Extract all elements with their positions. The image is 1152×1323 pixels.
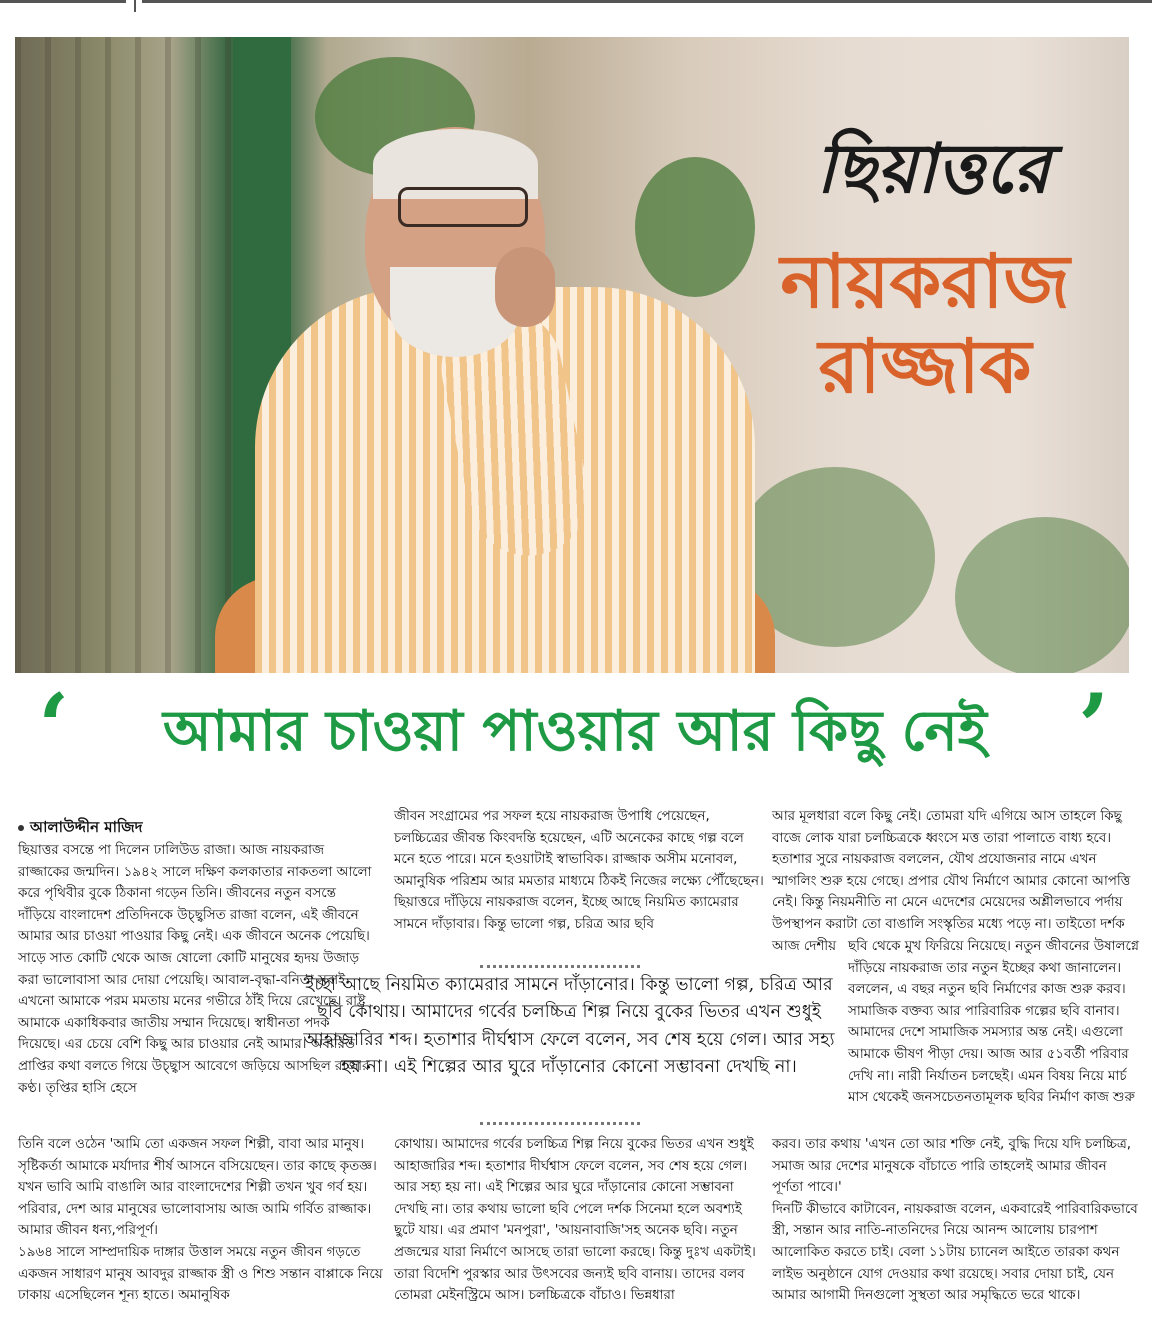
- article-paragraph: জীবন সংগ্রামের পর সফল হয়ে নায়করাজ উপাধি পেয়েছেন, চলচ্চিত্রের জীবন্ত কিংবদন্তি হয়েছেন, এটি অনেকের কাছে গল্প বলে মনে হতে পারে। মনে হওয়াটাই স্বাভাবিক। রাজ্জাক অসীম মনোবল, অমানুষিক পরিশ্রম আর মমতার মাধ্যমে ঠিকই নিজের লক্ষ্যে পৌঁছেছেন।: [394, 809, 764, 889]
- article-paragraph: দিনটি কীভাবে কাটাবেন, নায়করাজ বলেন, একবারেই পারিবারিকভাবে স্ত্রী, সন্তান আর নাতি-নাতনিদের নিয়ে আনন্দ আলোয় চারপাশ আলোকিত করতে চাই। বেলা ১১টায় চ্যানেল আইতে তারকা কথন লাইভ অনুষ্ঠানে যোগ দেওয়ার কথা রয়েছে। সবার দোয়া চাই, যেন আমার আগামী দিনগুলো সুস্থতা আর সমৃদ্ধিতে ভরে থাকে।: [772, 1201, 1138, 1304]
- column-3-bottom: [772, 1134, 1140, 1307]
- quote-text: আমার চাওয়া পাওয়ার আর কিছু নেই: [163, 699, 987, 764]
- pull-quote: [298, 972, 840, 1082]
- photo-foliage: [955, 517, 1129, 673]
- bullet-icon: [18, 825, 24, 831]
- photo-person-glasses: [398, 187, 528, 227]
- close-quote-mark: ’: [1078, 674, 1110, 780]
- article-paragraph: ছবি থেকে মুখ ফিরিয়ে নিয়েছে। নতুন জীবনের উষালগ্নে দাঁড়িয়ে নায়করাজ তার নতুন ইচ্ছের কথা জানালেন। বললেন, এ বছর নতুন ছবি নির্মাণের কাজ শুরু করব। সামাজিক বক্তব্য আর পারিবারিক গল্পের ছবি বানাব। আমাদের দেশে সামাজিক সমস্যার অন্ত নেই। এগুলো আমাকে ভীষণ পীড়া দেয়। আজ আর ৫১বর্তী পরিবার দেখি না। নারী নির্যাতন চলছেই। এমন বিষয় নিয়ে মার্চ মাস থেকেই জনসচেতনতামূলক ছবির নির্মাণ কাজ শুরু: [848, 939, 1139, 1106]
- headline-line3: রাজ্জাক: [818, 324, 1032, 411]
- pullquote-rule-bottom: [480, 1122, 640, 1125]
- column-2-bottom: [394, 1134, 764, 1307]
- top-rule-right: [142, 0, 1152, 3]
- article-paragraph: ছিয়াত্তর বসন্তে পা দিলেন ঢালিউড রাজা। আজ নায়করাজ রাজ্জাকের জন্মদিন। ১৯৪২ সালে দক্ষিণ কলকাতার নাকতলা আলো করে পৃথিবীর বুকে ঠিকানা গড়েন তিনি। জীবনের নতুন বসন্তে দাঁড়িয়ে বাংলাদেশ প্রতিদিনকে উচ্ছ্বসিত রাজা বলেন, এই জীবনে আমার আর চাওয়া পাওয়ার কিছু নেই। এক জীবনে অনেক পেয়েছি। সাড়ে সাত কোটি থেকে আজ ষোলো কোটি মানুষের হৃদয় উজাড় করা ভালোবাসা আর দোয়া পেয়েছি। আবাল-বৃদ্ধা-বনিতা সবাই এখনো আমাকে পরম মমতায় মনের গভীরে ঠাঁই দিয়ে রেখেছে। রাষ্ট্র আমাকে একাধিকবার জাতীয় সম্মান দিয়েছে। স্বাধীনতা পদক দিয়েছে। এর চেয়ে বেশি কিছু আর চাওয়ার নেই আমার। অবারিত প্রাপ্তির কথা বলতে গিয়ে উচ্ছ্বাস আবেগে জড়িয়ে আসছিল রাজার কণ্ঠ। তৃপ্তির হাসি হেসে: [18, 843, 372, 1096]
- column-2-top: [394, 806, 764, 936]
- article-paragraph: কোথায়। আমাদের গর্বের চলচ্চিত্র শিল্প নিয়ে বুকের ভিতর এখন শুধুই আহাজারির শব্দ। হতাশার দীর্ঘশ্বাস ফেলে বলেন, সব শেষ হয়ে গেল। আর সহ্য হয় না। এই শিল্পের আর ঘুরে দাঁড়ানোর কোনো সম্ভাবনা দেখছি না। তার কথায় ভালো ছবি পেলে দর্শক সিনেমা হলে অবশ্যই ছুটে যায়। এর প্রমাণ 'মনপুরা', 'আয়নাবাজি'সহ অনেক ছবি। নতুন প্রজন্মের যারা নির্মাণে আসছে তারা ভালো করছে। কিন্তু দুঃখ একটাই। তারা বিদেশি পুরস্কার আর উৎসবের জন্যই ছবি বানায়। তাদের বলব তোমরা মেইনস্ট্রিমে আস। চলচ্চিত্রকে বাঁচাও। ভিন্নধারা: [394, 1137, 756, 1304]
- top-border: [0, 0, 1152, 14]
- photo-foliage: [635, 157, 755, 297]
- photo-person-hand: [495, 247, 555, 327]
- headline-name: [740, 240, 1110, 410]
- column-3-top: [772, 806, 1140, 957]
- headline-line2: নায়করাজ: [780, 239, 1070, 325]
- article-paragraph: ছিয়াত্তরে দাঁড়িয়ে নায়করাজ বলেন, ইচ্ছে আছে নিয়মিত ক্যামেরার সামনে দাঁড়াবার। কিন্তু ভালো গল্প, চরিত্র আর ছবি: [394, 895, 739, 932]
- byline-author: আলাউদ্দীন মাজিদ: [30, 818, 143, 836]
- article-paragraph: ১৯৬৪ সালে সাম্প্রদায়িক দাঙ্গার উত্তাল সময়ে নতুন জীবন গড়তে একজন সাধারণ মানুষ আবদুর রাজ্জাক স্ত্রী ও শিশু সন্তান বাপ্পাকে নিয়ে ঢাকায় এসেছিলেন শূন্য হাতে। অমানুষিক: [18, 1244, 383, 1304]
- article-paragraph: তিনি বলে ওঠেন 'আমি তো একজন সফল শিল্পী, বাবা আর মানুষ। সৃষ্টিকর্তা আমাকে মর্যাদার শীর্ষ আসনে বসিয়েছেন। তার কাছে কৃতজ্ঞ। যখন ভাবি আমি বাঙালি আর বাংলাদেশের শিল্পী তখন খুব গর্ব হয়। পরিবার, দেশ আর মানুষের ভালোবাসায় আজ আমি গর্বিত রাজ্জাক। আমার জীবন ধন্য,পরিপূর্ণ।: [18, 1137, 377, 1239]
- pull-quote-text: ইচ্ছা আছে নিয়মিত ক্যামেরার সামনে দাঁড়ানোর। কিন্তু ভালো গল্প, চরিত্র আর ছবি কোথায়। আমাদের গর্বের চলচ্চিত্র শিল্প নিয়ে বুকের ভিতর এখন শুধুই আহাজারির শব্দ। হতাশার দীর্ঘশ্বাস ফেলে বলেন, সব শেষ হয়ে গেল। আর সহ্য হয় না। এই শিল্পের আর ঘুরে দাঁড়ানোর কোনো সম্ভাবনা দেখছি না।: [303, 975, 835, 1078]
- pullquote-rule-top: [480, 965, 640, 968]
- column-1-bottom: [18, 1134, 384, 1307]
- quote-headline: [0, 674, 1152, 790]
- top-rule-left: [0, 0, 126, 3]
- byline: [18, 816, 143, 841]
- top-rule-tick: [134, 0, 136, 12]
- article-paragraph: আর মূলধারা বলে কিছু নেই। তোমরা যদি এগিয়ে আস তাহলে কিছু বাজে লোক যারা চলচ্চিত্রকে ধ্বংসে মত্ত তারা পালাতে বাধ্য হবে। হতাশার সুরে নায়করাজ বললেন, যৌথ প্রযোজনার নামে এখন স্মাগলিং শুরু হয়ে গেছে। প্রপার যৌথ নির্মাণে আমার কোনো আপত্তি নেই। কিন্তু নিয়মনীতি না মেনে এদেশের মেয়েদের অশ্লীলভাবে পর্দায় উপস্থাপন করাটা তো বাঙালি সংস্কৃতির মধ্যে পড়ে না। তাইতো দর্শক আজ দেশীয়: [772, 809, 1131, 954]
- article-paragraph: করব। তার কথায় 'এখন তো আর শক্তি নেই, বুদ্ধি দিয়ে যদি চলচ্চিত্র, সমাজ আর দেশের মানুষকে বাঁচাতে পারি তাহলেই আমার জীবন পূর্ণতা পাবে।': [772, 1137, 1132, 1196]
- headline-line1: ছিয়াত্তরে: [816, 129, 1050, 209]
- open-quote-mark: ‘: [38, 674, 70, 780]
- column-3-mid: [848, 936, 1140, 1109]
